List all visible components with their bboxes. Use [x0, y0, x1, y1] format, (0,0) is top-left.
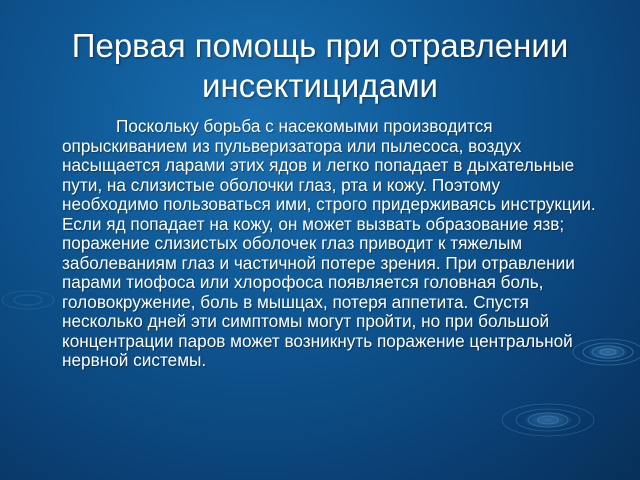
- slide-title: Первая помощь при отравлении инсектицидами: [71, 27, 569, 104]
- ripple-bottom: [502, 404, 594, 436]
- slide-body-text: Поскольку борьба с насекомыми производится опрыскиванием из пульверизатора или пылесоса, воздух насыщается ларами этих ядов и легко попадает в дыхательные пути, на слизистые оболочки глаз, рта и кожу. Поэтому необходимо пользоваться ими, строго придерживаясь инструкции. Если яд попадает на кожу, он может вызвать образование язв; поражение слизистых оболочек глаз приводит к тяжелым заболеваниям глаз и частичной потере зрения. При отравлении парами тиофоса или хлорофоса появляется головная боль, головокружение, боль в мышцах, потеря аппетита. Спустя несколько дней эти симптомы могут пройти, но при большой концентрации паров может возникнуть поражение центральной нервной системы.: [62, 116, 596, 370]
